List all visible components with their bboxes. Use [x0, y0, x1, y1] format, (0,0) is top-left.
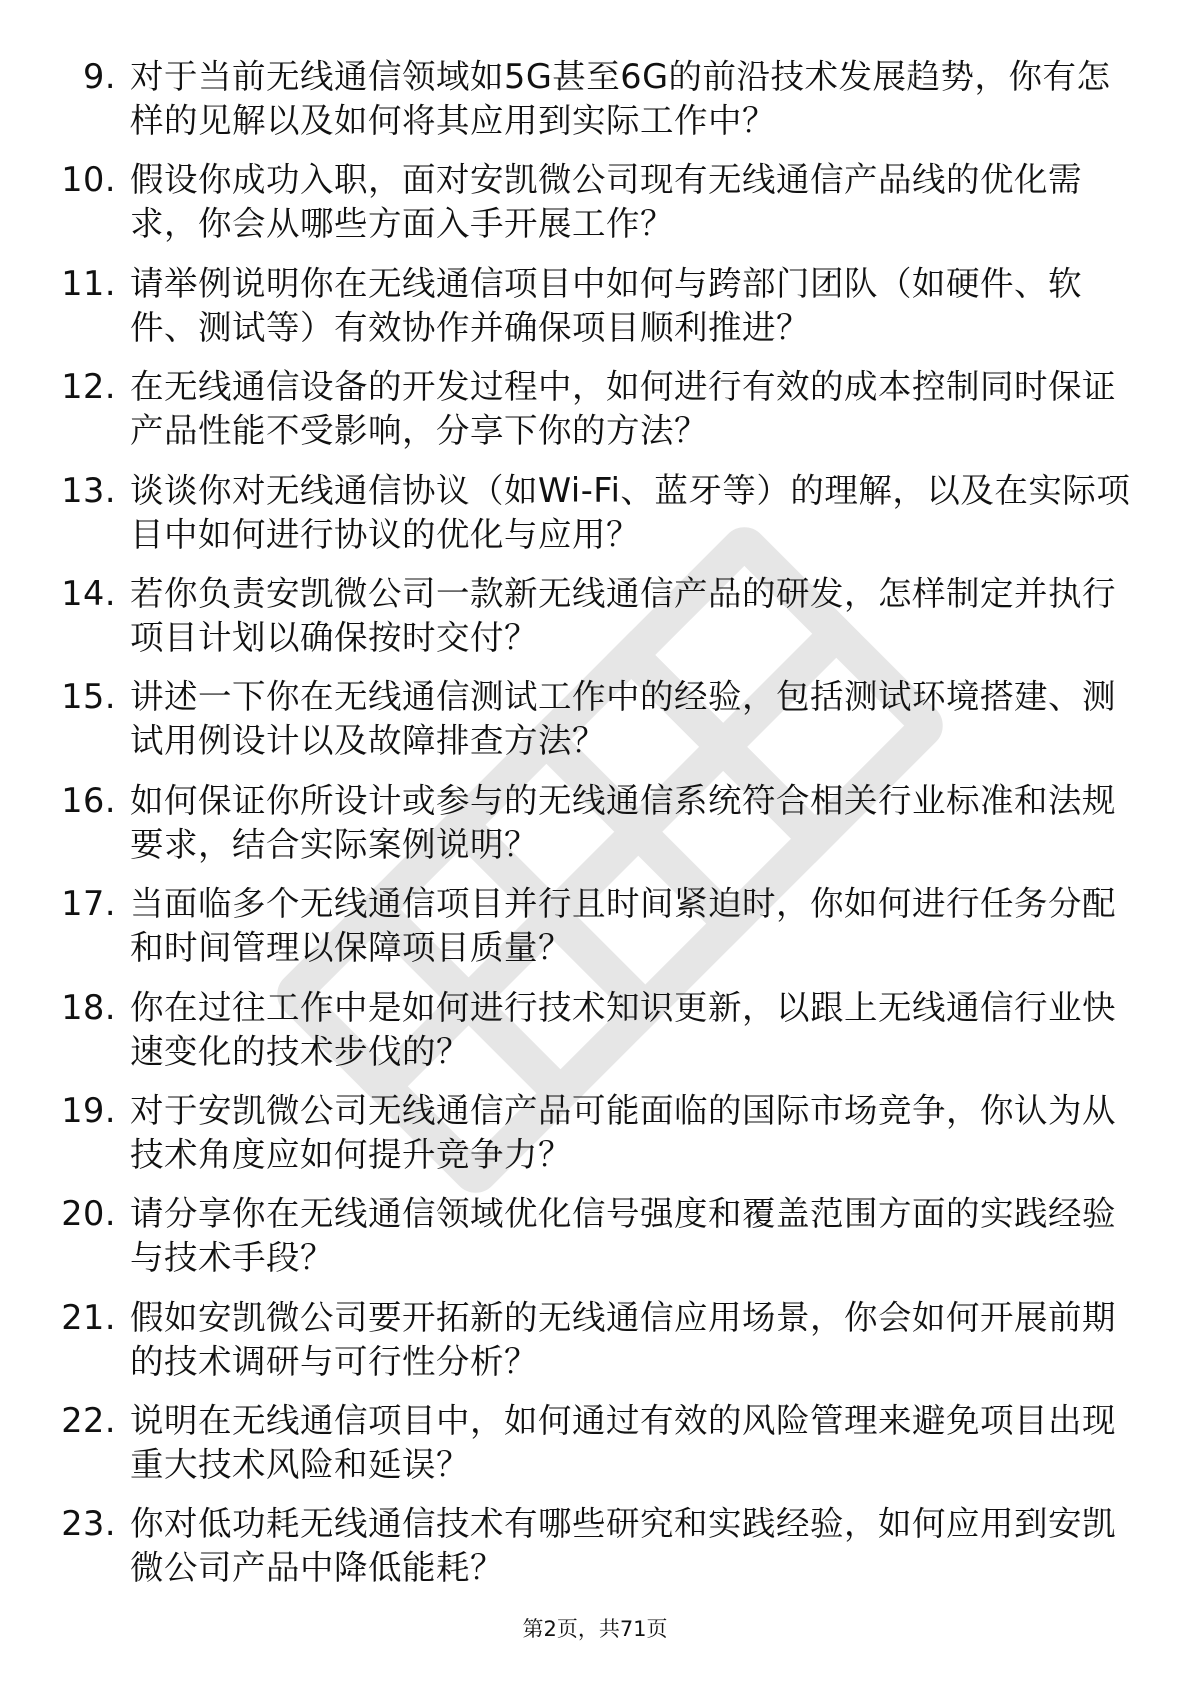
- question-text: 对于安凯微公司无线通信产品可能面临的国际市场竞争，你认为从技术角度应如何提升竞争力？: [130, 1090, 1116, 1174]
- question-number: 9.: [83, 57, 116, 96]
- question-item: [50, 1089, 1140, 1177]
- question-text: 说明在无线通信项目中，如何通过有效的风险管理来避免项目出现重大技术风险和延误？: [130, 1401, 1116, 1485]
- question-text: 当面临多个无线通信项目并行且时间紧迫时，你如何进行任务分配和时间管理以保障项目质量？: [130, 884, 1116, 968]
- question-item: [50, 365, 1140, 453]
- question-number: 12.: [61, 367, 116, 407]
- question-number: 19.: [61, 1090, 116, 1130]
- question-number: 20.: [61, 1194, 116, 1234]
- question-text: 请分享你在无线通信领域优化信号强度和覆盖范围方面的实践经验与技术手段？: [130, 1194, 1116, 1278]
- question-number: 21.: [61, 1297, 116, 1337]
- question-text: 假设你成功入职，面对安凯微公司现有无线通信产品线的优化需求，你会从哪些方面入手开展工作？: [130, 160, 1082, 244]
- question-number: 11.: [61, 263, 116, 303]
- question-item: [50, 572, 1140, 660]
- question-item: [50, 262, 1140, 350]
- question-text: 如何保证你所设计或参与的无线通信系统符合相关行业标准和法规要求，结合实际案例说明？: [130, 780, 1116, 864]
- question-text: 在无线通信设备的开发过程中，如何进行有效的成本控制同时保证产品性能不受影响，分享下你的方法？: [130, 367, 1116, 451]
- page-number-label: 第2页，共71页: [522, 1617, 668, 1641]
- question-text: 你对低功耗无线通信技术有哪些研究和实践经验，如何应用到安凯微公司产品中降低能耗？: [130, 1504, 1116, 1588]
- question-item: [50, 1399, 1140, 1487]
- question-number: 17.: [61, 884, 116, 924]
- question-item: [50, 469, 1140, 557]
- question-number: 14.: [61, 573, 116, 613]
- question-item: [50, 882, 1140, 970]
- question-item: [50, 158, 1140, 246]
- page-footer: [0, 1614, 1190, 1644]
- question-number: 15.: [61, 677, 116, 717]
- question-number: 23.: [61, 1504, 116, 1544]
- question-text: 你在过往工作中是如何进行技术知识更新，以跟上无线通信行业快速变化的技术步伐的？: [130, 987, 1116, 1071]
- question-number: 13.: [61, 470, 116, 510]
- question-text: 讲述一下你在无线通信测试工作中的经验，包括测试环境搭建、测试用例设计以及故障排查方法？: [130, 677, 1116, 761]
- question-text: 谈谈你对无线通信协议（如Wi-Fi、蓝牙等）的理解，以及在实际项目中如何进行协议的优化与应用？: [130, 470, 1131, 554]
- question-item: [50, 1192, 1140, 1280]
- question-number: 10.: [61, 160, 116, 200]
- question-item: [50, 986, 1140, 1074]
- question-text: 对于当前无线通信领域如5G甚至6G的前沿技术发展趋势，你有怎样的见解以及如何将其应用到实际工作中？: [130, 57, 1111, 140]
- question-number: 18.: [61, 987, 116, 1027]
- question-item: [50, 1502, 1140, 1590]
- question-item: [50, 55, 1140, 143]
- question-list: [50, 55, 1140, 1606]
- question-text: 请举例说明你在无线通信项目中如何与跨部门团队（如硬件、软件、测试等）有效协作并确保项目顺利推进？: [130, 263, 1082, 347]
- question-item: [50, 779, 1140, 867]
- question-text: 若你负责安凯微公司一款新无线通信产品的研发，怎样制定并执行项目计划以确保按时交付？: [130, 573, 1116, 657]
- question-number: 22.: [61, 1401, 116, 1441]
- question-item: [50, 1296, 1140, 1384]
- question-text: 假如安凯微公司要开拓新的无线通信应用场景，你会如何开展前期的技术调研与可行性分析？: [130, 1297, 1116, 1381]
- question-number: 16.: [61, 780, 116, 820]
- question-item: [50, 675, 1140, 763]
